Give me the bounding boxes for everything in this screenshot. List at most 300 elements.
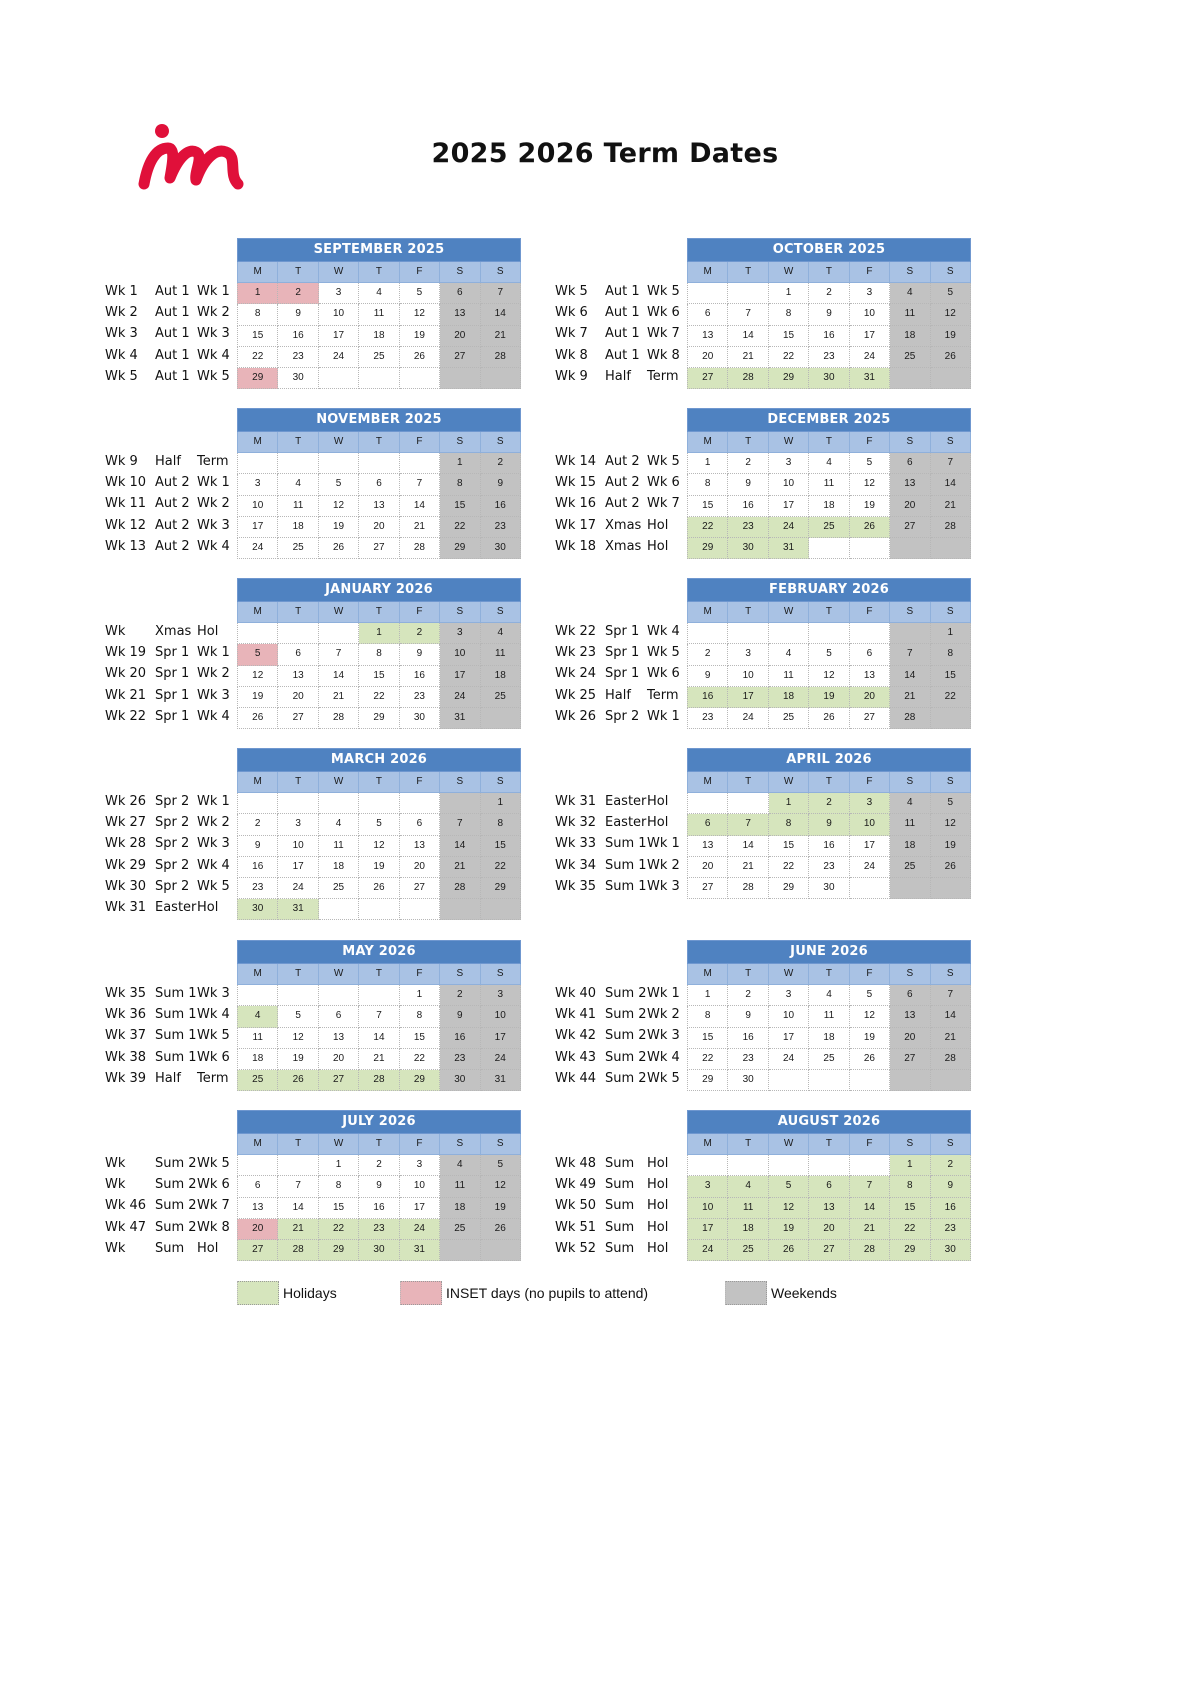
week-label-row	[555, 1025, 695, 1046]
week-row	[687, 1240, 971, 1261]
week-label-row	[555, 536, 695, 557]
week-number: Wk 36	[105, 1007, 147, 1023]
day-cell: 3	[850, 793, 890, 814]
day-cell: 1	[440, 453, 480, 474]
term-name: Easter	[155, 899, 197, 915]
week-number: Wk 24	[555, 666, 597, 682]
day-cell	[400, 453, 440, 474]
day-cell: 1	[319, 1155, 359, 1176]
week-number: Wk 1	[105, 284, 138, 299]
legend-item-hol	[237, 1281, 337, 1305]
day-header: F	[400, 772, 440, 793]
day-cell: 5	[850, 453, 890, 474]
day-header: F	[400, 432, 440, 453]
day-cell: 9	[481, 474, 521, 495]
week-label-row	[555, 1238, 695, 1259]
day-cell: 27	[890, 1049, 930, 1070]
day-cell: 22	[319, 1219, 359, 1240]
term-name: Sum	[605, 1177, 635, 1193]
week-number: Wk 17	[555, 517, 597, 533]
week-number: Wk 9	[555, 368, 588, 384]
term-week: Wk 4	[197, 347, 230, 363]
day-cell: 7	[400, 474, 440, 495]
legend-label: INSET days (no pupils to attend)	[446, 1285, 649, 1301]
day-cell: 15	[931, 666, 971, 687]
day-cell: 4	[728, 1176, 768, 1197]
day-cell	[359, 368, 399, 389]
week-row	[237, 878, 521, 899]
day-cell: 21	[728, 347, 768, 368]
month-title: NOVEMBER 2025	[237, 408, 521, 432]
week-row	[687, 793, 971, 814]
day-cell: 27	[400, 878, 440, 899]
day-cell: 24	[769, 1049, 809, 1070]
term-week: Term	[197, 454, 229, 469]
term-name: Aut 2	[155, 538, 190, 554]
day-cell: 24	[769, 517, 809, 538]
term-name: Sum 2	[155, 1219, 197, 1235]
day-cell: 4	[237, 1006, 278, 1027]
day-cell: 15	[481, 836, 521, 857]
day-cell: 25	[728, 1240, 768, 1261]
term-week: Wk 4	[197, 857, 230, 873]
day-cell: 11	[890, 304, 930, 325]
calendar-grid	[687, 578, 971, 729]
day-cell: 7	[728, 814, 768, 835]
week-number: Wk 49	[555, 1177, 597, 1193]
day-cell: 29	[359, 708, 399, 729]
day-header: W	[769, 1134, 809, 1155]
week-number: Wk 39	[105, 1070, 147, 1086]
week-number: Wk 29	[105, 857, 147, 873]
day-cell: 13	[278, 666, 318, 687]
day-header: M	[237, 1134, 278, 1155]
month-title: AUGUST 2026	[687, 1110, 971, 1134]
term-week: Wk 6	[647, 666, 680, 682]
day-cell: 7	[728, 304, 768, 325]
day-cell: 21	[890, 687, 930, 708]
day-cell	[278, 793, 318, 814]
day-header: M	[237, 432, 278, 453]
day-cell: 20	[400, 857, 440, 878]
calendar-grid	[237, 578, 521, 729]
day-cell: 10	[481, 1006, 521, 1027]
day-cell: 25	[237, 1070, 278, 1091]
day-cell	[278, 985, 318, 1006]
day-cell: 18	[890, 836, 930, 857]
term-week: Wk 4	[197, 1007, 230, 1023]
day-header: S	[481, 772, 521, 793]
day-cell: 30	[440, 1070, 480, 1091]
week-label-row	[105, 345, 245, 366]
day-cell: 27	[809, 1240, 849, 1261]
day-cell: 30	[728, 538, 768, 559]
week-row	[687, 1070, 971, 1091]
week-row	[687, 304, 971, 325]
week-label-row	[105, 897, 245, 918]
term-week: Wk 1	[197, 284, 230, 299]
week-row	[687, 283, 971, 304]
week-label-row	[555, 1068, 695, 1089]
term-week: Wk 5	[647, 1070, 680, 1086]
month-title: JULY 2026	[237, 1110, 521, 1134]
day-cell: 23	[237, 878, 278, 899]
day-cell: 23	[809, 857, 849, 878]
term-name: Sum 2	[155, 1156, 197, 1171]
day-cell: 5	[769, 1176, 809, 1197]
day-cell: 22	[440, 517, 480, 538]
term-name: Half	[155, 1070, 181, 1086]
day-cell: 1	[687, 985, 728, 1006]
day-cell: 14	[319, 666, 359, 687]
day-cell: 27	[278, 708, 318, 729]
day-header-row	[237, 432, 521, 453]
term-name: Half	[605, 687, 631, 703]
day-header: W	[769, 772, 809, 793]
term-name: Sum 1	[605, 857, 647, 873]
week-number: Wk 18	[555, 538, 597, 554]
day-cell: 18	[728, 1219, 768, 1240]
term-name: Aut 1	[605, 284, 640, 299]
day-cell: 15	[769, 836, 809, 857]
day-header: S	[481, 262, 521, 283]
day-cell: 27	[890, 517, 930, 538]
day-cell	[278, 453, 318, 474]
day-cell: 20	[687, 347, 728, 368]
day-cell	[890, 368, 930, 389]
week-label-row	[105, 281, 245, 302]
day-cell	[237, 985, 278, 1006]
term-name: Sum 2	[155, 1177, 197, 1193]
day-cell: 12	[237, 666, 278, 687]
term-week: Hol	[197, 899, 219, 915]
term-week: Hol	[647, 538, 669, 554]
week-number: Wk 4	[105, 347, 138, 363]
month-block	[555, 578, 1200, 738]
day-header: S	[890, 602, 930, 623]
day-cell: 26	[850, 1049, 890, 1070]
day-cell: 20	[237, 1219, 278, 1240]
week-number: Wk 22	[555, 624, 597, 639]
day-cell: 18	[440, 1198, 480, 1219]
day-header: S	[440, 262, 480, 283]
week-row	[237, 283, 521, 304]
day-header: T	[728, 772, 768, 793]
week-row	[687, 496, 971, 517]
term-week: Wk 5	[647, 454, 680, 469]
day-cell: 10	[728, 666, 768, 687]
week-row	[237, 623, 521, 644]
day-cell: 9	[809, 814, 849, 835]
week-label-row	[105, 536, 245, 557]
day-cell: 13	[400, 836, 440, 857]
term-name: Sum 2	[605, 1028, 647, 1044]
week-row	[237, 496, 521, 517]
week-number: Wk 30	[105, 878, 147, 894]
day-cell: 2	[400, 623, 440, 644]
week-label-row	[555, 876, 695, 897]
day-cell: 8	[481, 814, 521, 835]
week-label-row	[105, 1238, 245, 1259]
day-header-row	[687, 964, 971, 985]
day-cell	[237, 793, 278, 814]
day-cell: 23	[440, 1049, 480, 1070]
day-header: M	[687, 964, 728, 985]
day-cell: 25	[809, 517, 849, 538]
term-name: Sum	[605, 1156, 635, 1171]
week-label-row	[105, 706, 245, 727]
day-cell: 10	[440, 644, 480, 665]
term-name: Easter	[605, 815, 647, 831]
day-cell: 26	[809, 708, 849, 729]
day-cell: 10	[400, 1176, 440, 1197]
week-label-row	[555, 1195, 695, 1216]
day-cell: 3	[769, 453, 809, 474]
week-number: Wk 5	[555, 284, 588, 299]
week-number: Wk 42	[555, 1028, 597, 1044]
day-cell: 2	[481, 453, 521, 474]
week-number: Wk	[105, 624, 126, 639]
month-block	[555, 408, 1200, 568]
week-row	[237, 1155, 521, 1176]
day-cell: 10	[319, 304, 359, 325]
term-name: Half	[155, 454, 181, 469]
day-cell	[809, 623, 849, 644]
week-labels	[555, 281, 695, 387]
day-header: M	[237, 602, 278, 623]
term-name: Sum 1	[155, 986, 197, 1001]
week-label-row	[555, 281, 695, 302]
week-number: Wk 16	[555, 496, 597, 512]
day-header: W	[319, 602, 359, 623]
day-cell: 26	[931, 347, 971, 368]
week-label-row	[555, 1153, 695, 1174]
day-cell: 16	[237, 857, 278, 878]
day-header: T	[278, 1134, 318, 1155]
legend-item-inset	[400, 1281, 648, 1305]
day-cell: 13	[237, 1198, 278, 1219]
day-cell: 14	[850, 1198, 890, 1219]
day-cell: 14	[278, 1198, 318, 1219]
week-row	[687, 517, 971, 538]
term-week: Wk 5	[197, 878, 230, 894]
day-cell: 27	[687, 368, 728, 389]
day-cell: 19	[359, 857, 399, 878]
day-cell: 4	[769, 644, 809, 665]
day-cell: 26	[278, 1070, 318, 1091]
day-cell: 6	[237, 1176, 278, 1197]
day-header: T	[278, 602, 318, 623]
day-cell: 15	[400, 1028, 440, 1049]
day-cell: 21	[440, 857, 480, 878]
term-week: Term	[197, 1070, 229, 1086]
day-cell: 13	[890, 1006, 930, 1027]
day-cell: 18	[809, 496, 849, 517]
week-number: Wk 26	[105, 794, 147, 809]
day-cell: 23	[809, 347, 849, 368]
term-name: Spr 1	[155, 687, 190, 703]
week-row	[237, 474, 521, 495]
legend-label: Holidays	[283, 1285, 337, 1301]
week-row	[237, 1240, 521, 1261]
week-labels	[555, 1153, 695, 1259]
week-number: Wk 12	[105, 517, 147, 533]
term-week: Wk 2	[647, 1007, 680, 1023]
day-cell: 11	[319, 836, 359, 857]
day-cell: 24	[400, 1219, 440, 1240]
day-cell: 22	[769, 857, 809, 878]
day-cell: 20	[809, 1219, 849, 1240]
legend-item-we	[725, 1281, 837, 1305]
term-name: Aut 2	[155, 496, 190, 512]
day-cell: 23	[278, 347, 318, 368]
day-cell: 16	[728, 1028, 768, 1049]
week-label-row	[105, 493, 245, 514]
week-row	[237, 857, 521, 878]
day-cell: 17	[687, 1219, 728, 1240]
day-cell: 17	[481, 1028, 521, 1049]
term-name: Aut 2	[155, 517, 190, 533]
term-week: Hol	[197, 624, 219, 639]
week-row	[687, 687, 971, 708]
day-cell: 19	[850, 496, 890, 517]
day-cell: 8	[769, 304, 809, 325]
week-row	[237, 1028, 521, 1049]
term-week: Wk 4	[647, 624, 680, 639]
day-cell: 24	[237, 538, 278, 559]
day-cell: 20	[440, 326, 480, 347]
day-cell: 9	[359, 1176, 399, 1197]
week-number: Wk 6	[555, 305, 588, 321]
day-cell: 4	[809, 453, 849, 474]
week-row	[237, 1219, 521, 1240]
day-cell: 26	[237, 708, 278, 729]
day-cell	[850, 623, 890, 644]
day-cell	[278, 623, 318, 644]
week-number: Wk	[105, 1156, 126, 1171]
week-label-row	[105, 323, 245, 344]
week-row	[237, 793, 521, 814]
day-cell: 30	[237, 899, 278, 920]
day-cell: 3	[237, 474, 278, 495]
day-cell: 22	[687, 517, 728, 538]
term-week: Hol	[647, 1177, 669, 1193]
term-name: Half	[605, 368, 631, 384]
day-cell: 27	[687, 878, 728, 899]
day-cell	[850, 1070, 890, 1091]
term-week: Term	[647, 687, 679, 703]
day-cell: 15	[237, 326, 278, 347]
week-number: Wk 28	[105, 836, 147, 852]
day-cell: 22	[890, 1219, 930, 1240]
day-cell: 6	[890, 453, 930, 474]
week-label-row	[105, 1217, 245, 1238]
day-cell: 10	[769, 1006, 809, 1027]
term-name: Spr 2	[155, 794, 190, 809]
day-cell: 18	[481, 666, 521, 687]
day-header: S	[440, 964, 480, 985]
day-cell: 23	[728, 517, 768, 538]
week-number: Wk 47	[105, 1219, 147, 1235]
day-header: T	[728, 1134, 768, 1155]
legend-label: Weekends	[771, 1285, 837, 1301]
day-header: F	[400, 1134, 440, 1155]
day-cell: 30	[809, 878, 849, 899]
calendar-grid	[237, 748, 521, 920]
week-number: Wk 46	[105, 1198, 147, 1214]
day-cell: 16	[400, 666, 440, 687]
calendar-grid	[237, 408, 521, 559]
day-cell	[440, 368, 480, 389]
day-cell: 24	[278, 878, 318, 899]
week-label-row	[555, 663, 695, 684]
day-cell: 1	[769, 793, 809, 814]
month-block	[555, 1110, 1200, 1270]
day-header: T	[278, 772, 318, 793]
day-cell: 3	[728, 644, 768, 665]
day-cell: 1	[687, 453, 728, 474]
day-cell: 4	[481, 623, 521, 644]
term-name: Sum 1	[155, 1007, 197, 1023]
day-cell: 19	[931, 326, 971, 347]
day-cell: 30	[359, 1240, 399, 1261]
day-cell: 2	[809, 283, 849, 304]
day-cell: 24	[850, 857, 890, 878]
day-cell: 11	[809, 1006, 849, 1027]
term-name: Aut 1	[155, 305, 190, 321]
day-cell: 9	[728, 1006, 768, 1027]
day-cell	[931, 708, 971, 729]
week-row	[687, 985, 971, 1006]
week-number: Wk 40	[555, 986, 597, 1001]
term-week: Wk 3	[197, 836, 230, 852]
day-cell: 29	[769, 878, 809, 899]
week-row	[687, 666, 971, 687]
term-week: Wk 1	[197, 794, 230, 809]
day-cell: 19	[769, 1219, 809, 1240]
day-cell	[481, 1240, 521, 1261]
week-label-row	[105, 621, 245, 642]
term-week: Wk 1	[197, 475, 230, 491]
day-cell: 30	[481, 538, 521, 559]
day-cell: 6	[319, 1006, 359, 1027]
week-number: Wk 22	[105, 708, 147, 724]
day-cell: 23	[359, 1219, 399, 1240]
day-cell: 4	[440, 1155, 480, 1176]
day-header: S	[481, 602, 521, 623]
day-cell: 10	[237, 496, 278, 517]
day-cell: 18	[359, 326, 399, 347]
day-cell: 13	[809, 1198, 849, 1219]
week-label-row	[555, 366, 695, 387]
day-cell	[809, 1155, 849, 1176]
day-cell: 26	[400, 347, 440, 368]
day-cell	[850, 1155, 890, 1176]
term-week: Wk 6	[647, 475, 680, 491]
month-block	[555, 238, 1200, 398]
day-cell: 21	[481, 326, 521, 347]
day-header: F	[850, 262, 890, 283]
day-cell	[400, 368, 440, 389]
day-header-row	[237, 1134, 521, 1155]
day-header: W	[769, 964, 809, 985]
day-header: S	[931, 1134, 971, 1155]
day-cell: 5	[278, 1006, 318, 1027]
day-cell	[319, 793, 359, 814]
week-number: Wk 44	[555, 1070, 597, 1086]
day-header: F	[850, 772, 890, 793]
day-cell: 28	[319, 708, 359, 729]
